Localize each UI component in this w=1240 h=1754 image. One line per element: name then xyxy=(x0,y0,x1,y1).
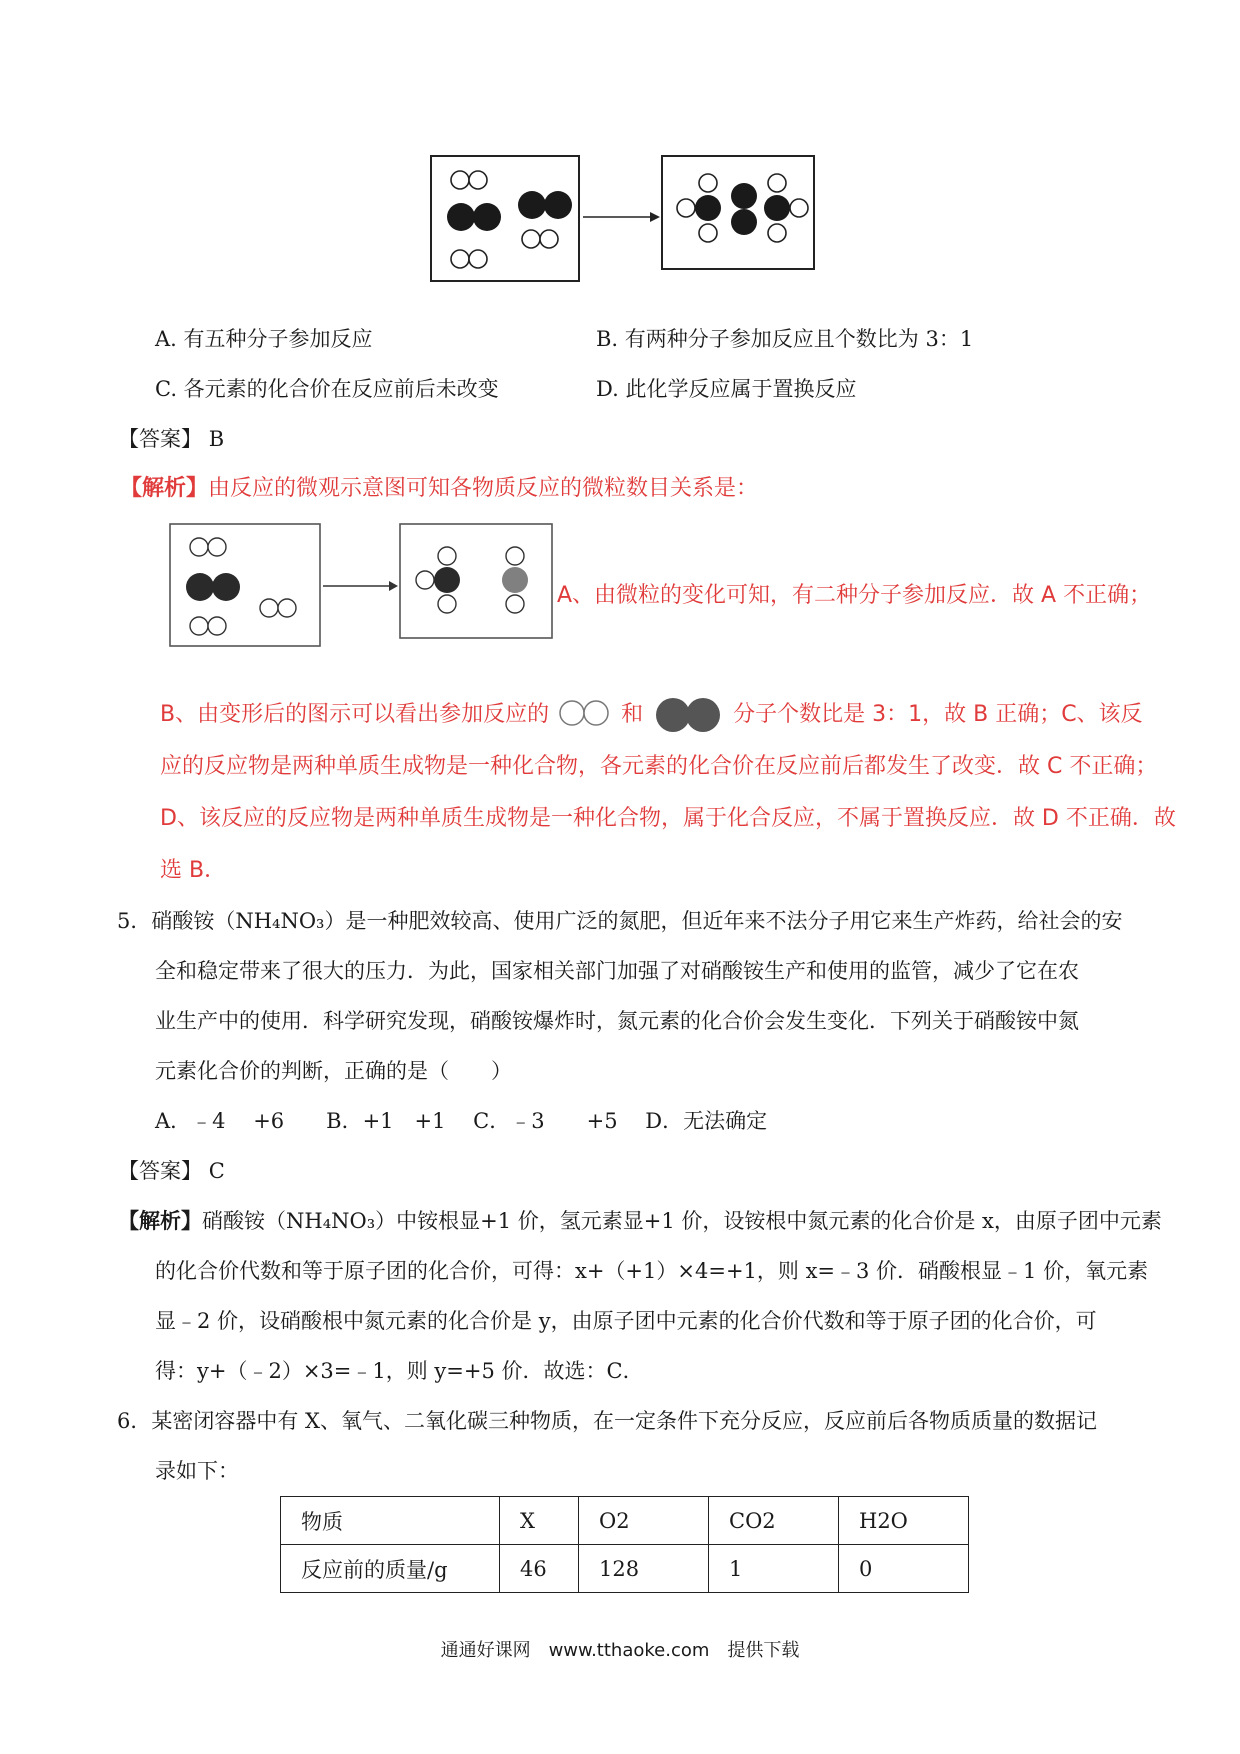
white-molecule-icon xyxy=(549,699,621,731)
answer-row-q5 xyxy=(118,1157,225,1185)
q6-line1: 6．某密闭容器中有 X、氧气、二氧化碳三种物质，在一定条件下充分反应，反应前后各物质质量的数据记 xyxy=(117,1409,1097,1433)
q5-line1: 5．硝酸铵（NH₄NO₃）是一种肥效较高、使用广泛的氮肥，但近年来不法分子用它来生产炸药，给社会的安 xyxy=(117,909,1123,933)
analysis-label: 【解析】 xyxy=(118,1208,202,1233)
page-footer: 通通好课网 www.tthaoke.com 提供下载 xyxy=(440,1640,800,1661)
analysis-line3-q4: 应的反应物是两种单质生成物是一种化合物，各元素的化合价在反应前后都发生了改变．故 C 不正确； xyxy=(160,754,1158,779)
answer-value: B xyxy=(208,427,225,451)
option-c: C. 各元素的化合价在反应前后未改变 xyxy=(155,377,499,401)
q5-line2: 全和稳定带来了很大的压力．为此，国家相关部门加强了对硝酸铵生产和使用的监管，减少了它在农 xyxy=(155,959,1079,983)
answer-label: 【答案】 xyxy=(118,1159,202,1183)
analysis-b-and: 和 xyxy=(621,702,644,727)
q5-analysis-line3: 显﹣2 价，设硝酸根中氮元素的化合价是 y，由原子团中元素的化合价代数和等于原子团的化合价，可 xyxy=(155,1309,1097,1333)
analysis-b-end: 分子个数比是 3：1，故 B 正确；C、该反 xyxy=(733,702,1143,727)
table-cell: 128 xyxy=(579,1545,709,1593)
q6-line2: 录如下： xyxy=(155,1459,239,1483)
analysis-line5-q4: 选 B． xyxy=(160,858,227,883)
analysis-intro: 由反应的微观示意图可知各物质反应的微粒数目关系是： xyxy=(208,476,759,501)
table-cell: 反应前的质量/g xyxy=(281,1545,500,1593)
q5-analysis-line1 xyxy=(118,1207,1162,1235)
q5-line3: 业生产中的使用．科学研究发现，硝酸铵爆炸时，氮元素的化合价会发生变化．下列关于硝酸铵中氮 xyxy=(155,1009,1079,1033)
option-d: D. 此化学反应属于置换反应 xyxy=(596,377,857,401)
q5-analysis-line2: 的化合价代数和等于原子团的化合价，可得：x+（+1）×4=+1，则 x=﹣3 价．硝酸根显﹣1 价，氧元素 xyxy=(155,1259,1149,1283)
q5-analysis-line4: 得：y+（﹣2）×3=﹣1，则 y=+5 价．故选：C． xyxy=(155,1359,644,1383)
option-a: A. 有五种分子参加反应 xyxy=(155,327,373,351)
analysis-label: 【解析】 xyxy=(120,476,209,501)
answer-label: 【答案】 xyxy=(118,427,202,451)
table-cell: 0 xyxy=(839,1545,969,1593)
table-cell: O2 xyxy=(579,1497,709,1545)
table-cell: H2O xyxy=(839,1497,969,1545)
table-cell: 46 xyxy=(500,1545,579,1593)
table-cell: 物质 xyxy=(281,1497,500,1545)
reaction-diagram-analysis xyxy=(0,0,1240,680)
table-cell: 1 xyxy=(709,1545,839,1593)
answer-value: C xyxy=(208,1159,225,1183)
black-molecule-icon xyxy=(643,695,733,735)
q5-options: A．﹣4 +6 B．+1 +1 C．﹣3 +5 D．无法确定 xyxy=(155,1109,768,1133)
analysis-line4-q4: D、该反应的反应物是两种单质生成物是一种化合物，属于化合反应，不属于置换反应．故 D 不正确．故 xyxy=(160,806,1176,831)
analysis-b-start: B、由变形后的图示可以看出参加反应的 xyxy=(160,702,550,727)
mass-table xyxy=(280,1496,969,1593)
q5-line4: 元素化合价的判断，正确的是（ ） xyxy=(155,1059,512,1083)
table-row xyxy=(281,1497,969,1545)
analysis-b-line-q4 xyxy=(160,695,1143,735)
table-cell: CO2 xyxy=(709,1497,839,1545)
option-b: B. 有两种分子参加反应且个数比为 3：1 xyxy=(596,327,974,351)
analysis-text: 硝酸铵（NH₄NO₃）中铵根显+1 价，氢元素显+1 价，设铵根中氮元素的化合价是 x，由原子团中元素 xyxy=(202,1209,1162,1233)
analysis-a-q4: A、由微粒的变化可知，有二种分子参加反应．故 A 不正确； xyxy=(557,583,1152,608)
table-row xyxy=(281,1545,969,1593)
table-cell: X xyxy=(500,1497,579,1545)
